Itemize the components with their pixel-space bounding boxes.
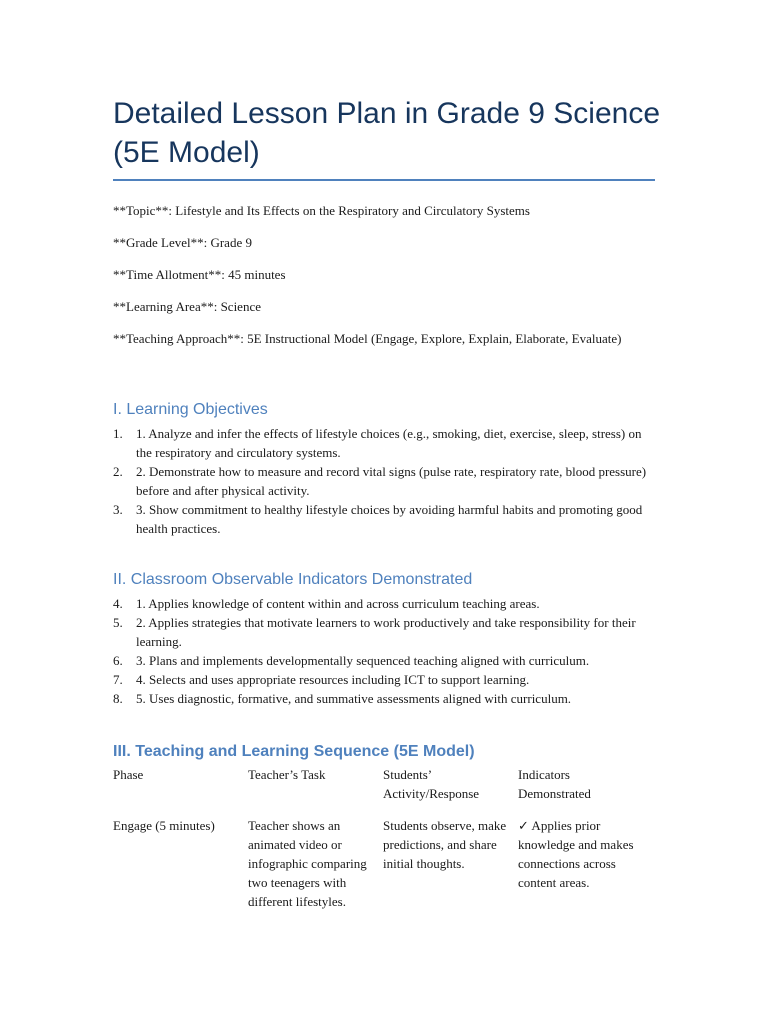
list-item: [113, 613, 658, 651]
meta-topic: **Topic**: Lifestyle and Its Effects on the Respiratory and Circulatory Systems: [113, 203, 530, 218]
list-item-number: 6.: [113, 653, 123, 668]
list-item: [113, 651, 658, 670]
cell-phase: Engage (5 minutes): [113, 818, 215, 833]
list-item: [113, 424, 658, 462]
list-item-text: 5. Uses diagnostic, formative, and summative assessments aligned with curriculum.: [136, 691, 572, 706]
table-row: [113, 816, 643, 911]
list-item: [113, 689, 658, 708]
meta-learning-area: **Learning Area**: Science: [113, 299, 261, 314]
list-item-text: 3. Plans and implements developmentally sequenced teaching aligned with curriculum.: [136, 653, 590, 668]
table-header-row: [113, 765, 643, 816]
list-item-text: 2. Applies strategies that motivate learners to work productively and take responsibility for their learning.: [136, 615, 636, 649]
list-item-number: 4.: [113, 596, 123, 611]
list-item: [113, 500, 658, 538]
list-item: [113, 670, 658, 689]
meta-time-allotment: **Time Allotment**: 45 minutes: [113, 267, 286, 282]
list-item-text: 3. Show commitment to healthy lifestyle choices by avoiding harmful habits and promoting good health practices.: [136, 502, 643, 536]
objectives-heading: I. Learning Objectives: [113, 401, 268, 418]
list-item-number: 8.: [113, 691, 123, 706]
column-header-indicators: Indicators Demonstrated: [518, 767, 591, 801]
list-item-text: 1. Applies knowledge of content within and across curriculum teaching areas.: [136, 596, 540, 611]
indicators-heading: II. Classroom Observable Indicators Demonstrated: [113, 571, 473, 588]
list-item-number: 7.: [113, 672, 123, 687]
cell-indicators: ✓ Applies prior knowledge and makes connections across content areas.: [518, 818, 634, 890]
indicators-list: [113, 594, 658, 708]
column-header-teacher-task: Teacher’s Task: [248, 767, 326, 782]
cell-students-activity: Students observe, make predictions, and share initial thoughts.: [383, 818, 507, 871]
cell-teacher-task: Teacher shows an animated video or infographic comparing two teenagers with different lifestyles.: [248, 818, 367, 909]
list-item-text: 4. Selects and uses appropriate resources including ICT to support learning.: [136, 672, 530, 687]
title-underline: [113, 179, 655, 181]
list-item-number: 5.: [113, 615, 123, 630]
list-item-text: 1. Analyze and infer the effects of lifestyle choices (e.g., smoking, diet, exercise, sleep, stress) on the respiratory and circulatory systems.: [136, 426, 642, 460]
objectives-list: [113, 424, 658, 538]
column-header-students-activity: Students’ Activity/Response: [383, 767, 480, 801]
list-item-number: 2.: [113, 464, 123, 479]
column-header-phase: Phase: [113, 767, 144, 782]
sequence-heading: III. Teaching and Learning Sequence (5E Model): [113, 743, 475, 760]
list-item: [113, 462, 658, 500]
meta-grade-level: **Grade Level**: Grade 9: [113, 235, 252, 250]
list-item-number: 1.: [113, 426, 123, 441]
document-title: Detailed Lesson Plan in Grade 9 Science (5E Model): [113, 97, 661, 169]
list-item: [113, 594, 658, 613]
list-item-text: 2. Demonstrate how to measure and record vital signs (pulse rate, respiratory rate, blood pressure) before and after physical activity.: [136, 464, 647, 498]
meta-teaching-approach: **Teaching Approach**: 5E Instructional Model (Engage, Explore, Explain, Elaborate, Evaluate): [113, 331, 622, 346]
sequence-table: [113, 765, 643, 911]
list-item-number: 3.: [113, 502, 123, 517]
